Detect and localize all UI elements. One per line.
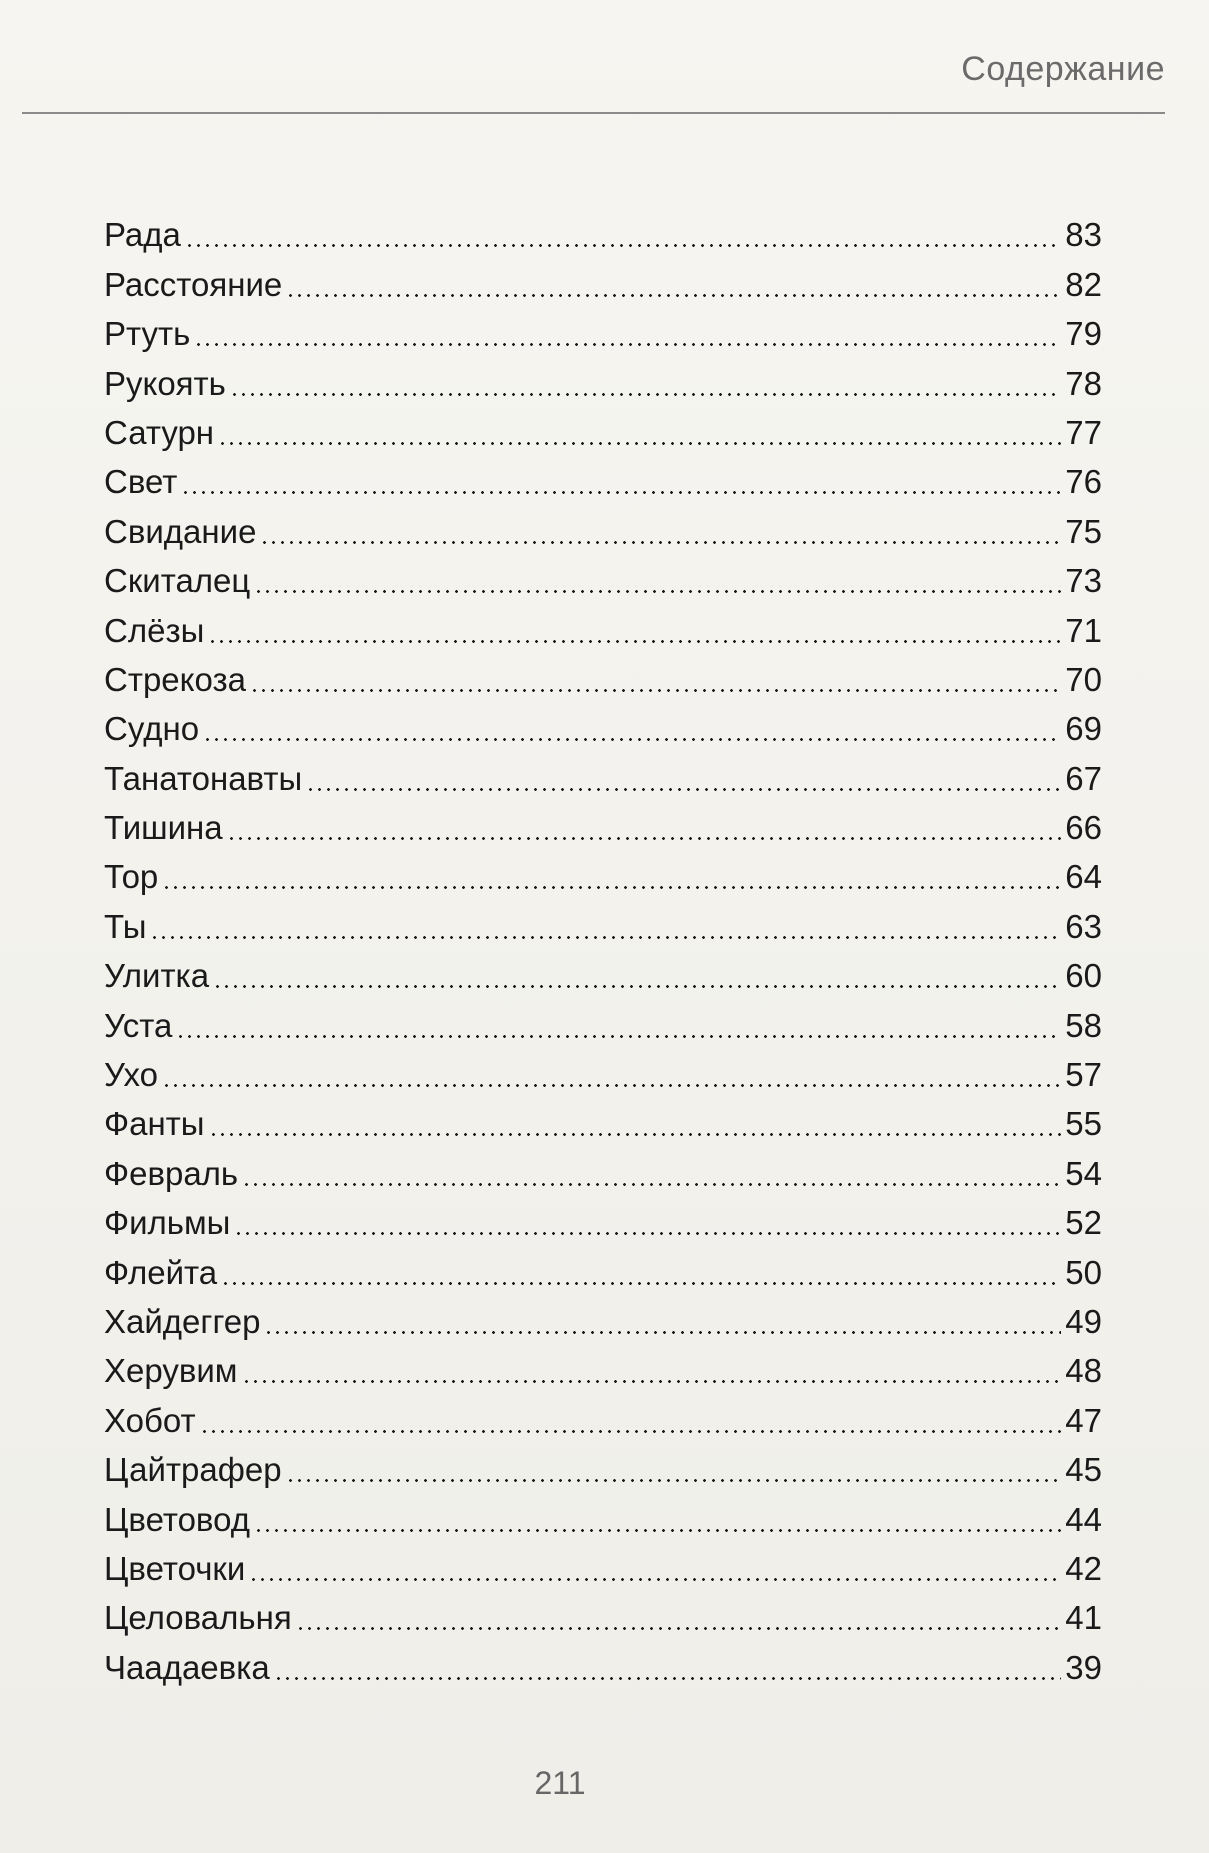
toc-entry (104, 1194, 1102, 1243)
toc-entry (104, 1243, 1102, 1292)
toc-entry-title: Уста (104, 1006, 173, 1044)
toc-entry-page: 42 (1065, 1549, 1102, 1587)
toc-entry-page: 41 (1065, 1599, 1102, 1637)
toc-entry (104, 255, 1102, 304)
toc-entry (104, 305, 1102, 354)
dot-leader (185, 244, 1061, 247)
toc-entry-title: Ты (104, 907, 147, 945)
toc-entry-page: 54 (1065, 1154, 1102, 1192)
toc-entry-page: 58 (1065, 1006, 1102, 1044)
toc-entry-title: Цветочки (104, 1549, 246, 1587)
dot-leader (209, 1133, 1062, 1136)
table-of-contents (104, 206, 1102, 1688)
dot-leader (242, 1380, 1062, 1383)
toc-entry-page: 76 (1065, 463, 1102, 501)
dot-leader (260, 541, 1061, 544)
toc-entry-title: Хобот (104, 1401, 196, 1439)
toc-entry (104, 1490, 1102, 1539)
dot-leader (296, 1627, 1062, 1630)
dot-leader (176, 1035, 1061, 1038)
toc-entry-title: Целовальня (104, 1599, 292, 1637)
toc-entry (104, 502, 1102, 551)
dot-leader (208, 640, 1061, 643)
toc-entry-title: Судно (104, 710, 200, 748)
toc-entry-page: 82 (1065, 265, 1102, 303)
dot-leader (218, 442, 1061, 445)
toc-entry (104, 404, 1102, 453)
toc-entry-page: 63 (1065, 907, 1102, 945)
toc-entry-page: 75 (1065, 512, 1102, 550)
toc-entry-page: 67 (1065, 759, 1102, 797)
toc-entry-page: 45 (1065, 1451, 1102, 1489)
toc-entry-page: 55 (1065, 1105, 1102, 1143)
toc-entry (104, 1540, 1102, 1589)
toc-entry-title: Хайдеггер (104, 1302, 261, 1340)
page-number: 211 (534, 1765, 586, 1801)
dot-leader (162, 886, 1061, 889)
dot-leader (274, 1677, 1062, 1680)
toc-entry-page: 71 (1065, 611, 1102, 649)
toc-entry-page: 83 (1065, 216, 1102, 254)
toc-entry-title: Стрекоза (104, 660, 246, 698)
dot-leader (162, 1084, 1061, 1087)
toc-entry-title: Свет (104, 463, 178, 501)
toc-entry-page: 52 (1065, 1204, 1102, 1242)
toc-entry-page: 78 (1065, 364, 1102, 402)
dot-leader (150, 936, 1061, 939)
toc-entry (104, 354, 1102, 403)
toc-entry (104, 206, 1102, 255)
toc-entry-title: Цветовод (104, 1500, 250, 1538)
toc-entry (104, 552, 1102, 601)
dot-leader (181, 491, 1061, 494)
toc-entry-title: Ухо (104, 1056, 158, 1094)
toc-entry-title: Сатурн (104, 413, 215, 451)
dot-leader (249, 1578, 1061, 1581)
running-header: Содержание (961, 50, 1165, 88)
toc-entry (104, 848, 1102, 897)
header-divider (22, 112, 1165, 114)
dot-leader (264, 1331, 1061, 1334)
toc-entry (104, 749, 1102, 798)
toc-entry (104, 1046, 1102, 1095)
toc-entry (104, 1293, 1102, 1342)
toc-entry-title: Танатонавты (104, 759, 303, 797)
dot-leader (221, 1282, 1061, 1285)
dot-leader (250, 689, 1061, 692)
toc-entry-page: 77 (1065, 413, 1102, 451)
toc-entry-page: 39 (1065, 1648, 1102, 1686)
toc-entry (104, 897, 1102, 946)
toc-entry (104, 453, 1102, 502)
toc-entry-title: Тор (104, 858, 159, 896)
dot-leader (230, 393, 1061, 396)
dot-leader (213, 985, 1061, 988)
toc-entry-title: Расстояние (104, 265, 283, 303)
toc-entry-title: Ртуть (104, 315, 191, 353)
toc-entry-page: 70 (1065, 660, 1102, 698)
toc-entry-title: Рукоять (104, 364, 226, 402)
toc-entry-title: Рада (104, 216, 181, 254)
toc-entry-title: Улитка (104, 957, 210, 995)
toc-entry-title: Флейта (104, 1253, 218, 1291)
dot-leader (234, 1232, 1061, 1235)
dot-leader (286, 1479, 1062, 1482)
toc-entry-title: Свидание (104, 512, 257, 550)
toc-entry (104, 1342, 1102, 1391)
toc-entry-page: 60 (1065, 957, 1102, 995)
dot-leader (306, 788, 1061, 791)
dot-leader (254, 1529, 1061, 1532)
toc-entry (104, 1144, 1102, 1193)
toc-entry (104, 1638, 1102, 1687)
toc-entry-title: Слёзы (104, 611, 205, 649)
toc-entry-page: 44 (1065, 1500, 1102, 1538)
toc-entry-page: 49 (1065, 1302, 1102, 1340)
toc-entry (104, 947, 1102, 996)
toc-entry-page: 66 (1065, 809, 1102, 847)
toc-entry (104, 651, 1102, 700)
toc-entry-title: Тишина (104, 809, 223, 847)
toc-entry-page: 79 (1065, 315, 1102, 353)
toc-entry-title: Скиталец (104, 562, 251, 600)
toc-entry (104, 700, 1102, 749)
toc-entry-page: 47 (1065, 1401, 1102, 1439)
toc-entry-page: 73 (1065, 562, 1102, 600)
toc-entry-title: Чаадаевка (104, 1648, 270, 1686)
toc-entry-page: 48 (1065, 1352, 1102, 1390)
toc-entry (104, 1441, 1102, 1490)
toc-entry-page: 50 (1065, 1253, 1102, 1291)
dot-leader (194, 343, 1061, 346)
toc-entry (104, 1095, 1102, 1144)
toc-entry (104, 799, 1102, 848)
toc-entry-page: 64 (1065, 858, 1102, 896)
dot-leader (286, 294, 1061, 297)
dot-leader (227, 837, 1062, 840)
toc-entry (104, 996, 1102, 1045)
toc-entry (104, 1589, 1102, 1638)
toc-entry-title: Цайтрафер (104, 1451, 282, 1489)
dot-leader (200, 1430, 1062, 1433)
toc-entry (104, 601, 1102, 650)
dot-leader (254, 590, 1061, 593)
toc-entry-title: Херувим (104, 1352, 238, 1390)
dot-leader (203, 738, 1061, 741)
toc-entry-title: Фильмы (104, 1204, 231, 1242)
toc-entry-title: Фанты (104, 1105, 205, 1143)
toc-entry-title: Февраль (104, 1154, 239, 1192)
toc-entry (104, 1391, 1102, 1440)
toc-entry-page: 69 (1065, 710, 1102, 748)
dot-leader (242, 1183, 1061, 1186)
toc-entry-page: 57 (1065, 1056, 1102, 1094)
